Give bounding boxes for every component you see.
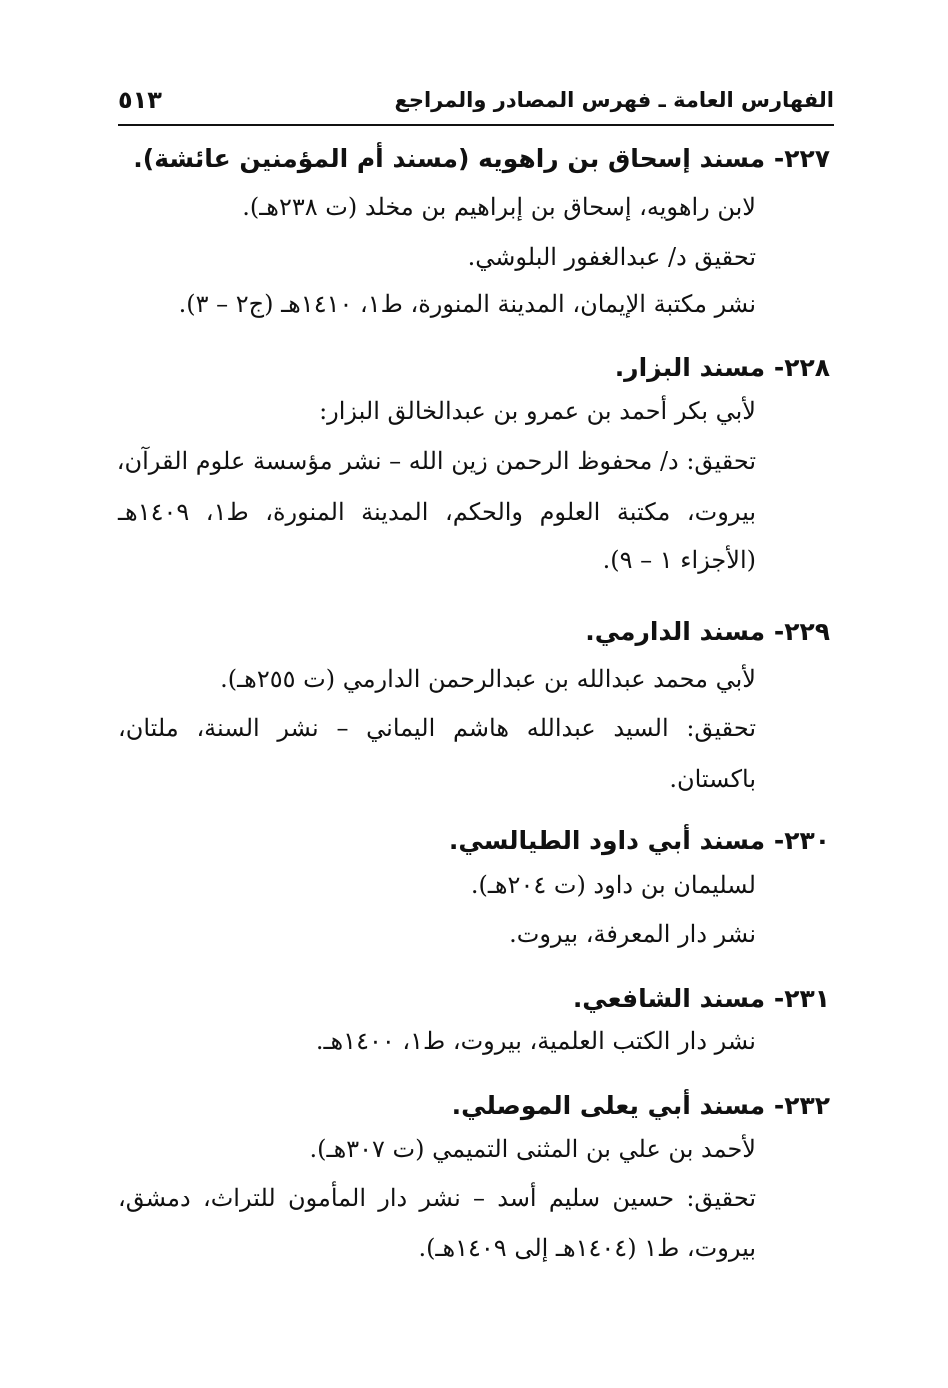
entry-line: تحقيق: د/ محفوظ الرحمن زين الله – نشر مؤسسة علوم القرآن، <box>116 447 756 475</box>
entry-line: لأحمد بن علي بن المثنى التميمي (ت ٣٠٧هـ). <box>309 1135 756 1163</box>
entry-line: بيروت، ط١ (١٤٠٤هـ إلى ١٤٠٩هـ). <box>418 1234 756 1262</box>
page-number: ٥١٣ <box>118 86 162 114</box>
entry-title-228: ٢٢٨- مسند البزار. <box>614 353 830 382</box>
entry-line: (الأجزاء ١ – ٩). <box>602 546 756 574</box>
entry-line: نشر دار المعرفة، بيروت. <box>509 920 756 948</box>
running-header <box>118 86 834 126</box>
entry-line: لأبي محمد عبدالله بن عبدالرحمن الدارمي (ت ٢٥٥هـ). <box>220 665 756 693</box>
entry-title-231: ٢٣١- مسند الشافعي. <box>572 984 830 1013</box>
entry-line: تحقيق د/ عبدالغفور البلوشي. <box>467 243 756 271</box>
entry-title-227: ٢٢٧- مسند إسحاق بن راهويه (مسند أم المؤمنين عائشة). <box>133 144 830 173</box>
entry-line: لسليمان بن داود (ت ٢٠٤هـ). <box>470 871 756 899</box>
entry-title-230: ٢٣٠- مسند أبي داود الطيالسي. <box>448 826 830 855</box>
entry-line: تحقيق: السيد عبدالله هاشم اليماني – نشر السنة، ملتان، <box>118 714 756 742</box>
entry-line: بيروت، مكتبة العلوم والحكم، المدينة المنورة، ط١، ١٤٠٩هـ <box>118 498 757 526</box>
header-title: الفهارس العامة ـ فهرس المصادر والمراجع <box>394 88 834 112</box>
entry-line: تحقيق: حسين سليم أسد – نشر دار المأمون للتراث، دمشق، <box>118 1184 756 1212</box>
entry-line: لأبي بكر أحمد بن عمرو بن عبدالخالق البزار: <box>319 397 756 425</box>
entry-line: نشر دار الكتب العلمية، بيروت، ط١، ١٤٠٠هـ. <box>315 1027 756 1055</box>
entry-line: باكستان. <box>669 765 756 793</box>
entry-line: لابن راهويه، إسحاق بن إبراهيم بن مخلد (ت ٢٣٨هـ). <box>242 193 756 221</box>
entry-title-229: ٢٢٩- مسند الدارمي. <box>585 617 830 646</box>
entry-title-232: ٢٣٢- مسند أبي يعلى الموصلي. <box>451 1091 830 1120</box>
entry-line: نشر مكتبة الإيمان، المدينة المنورة، ط١، ١٤١٠هـ (ج٢ – ٣). <box>178 290 756 318</box>
